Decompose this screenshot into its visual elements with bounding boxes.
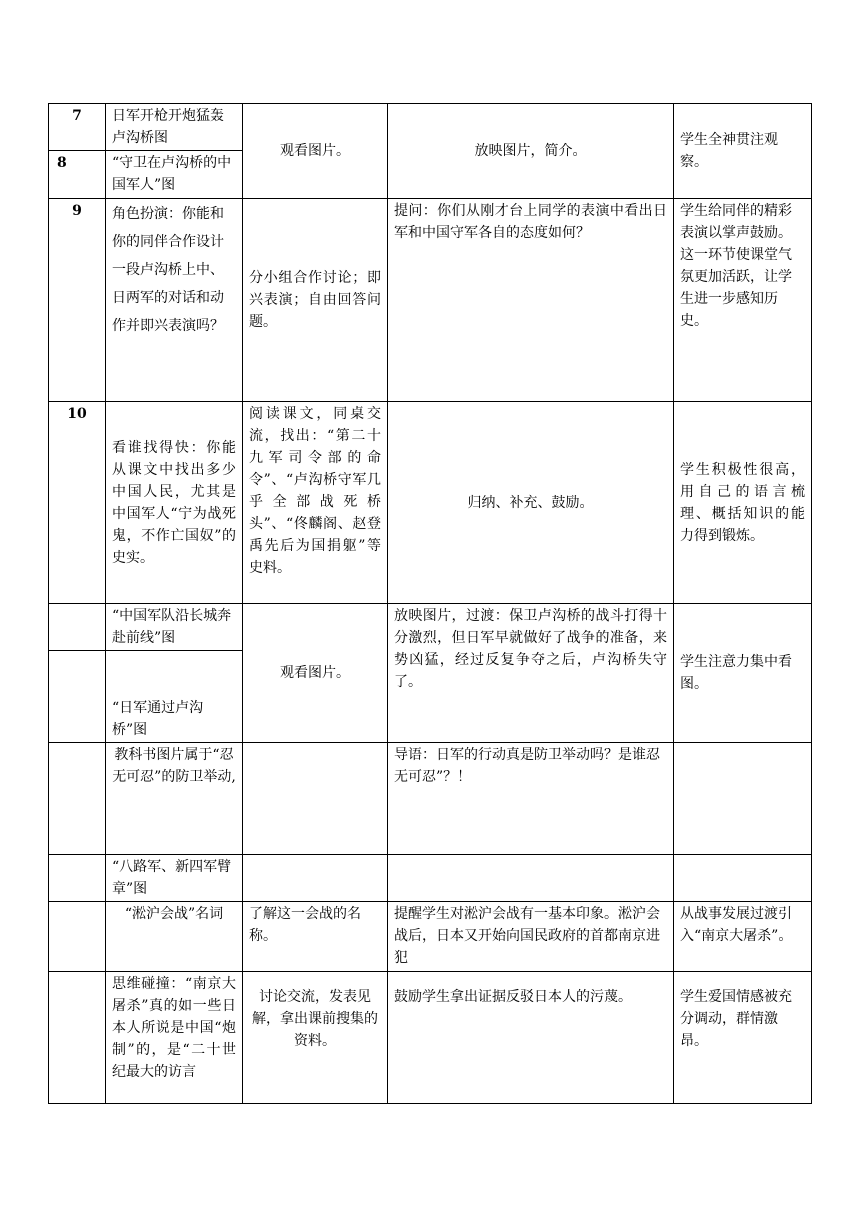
lesson-plan-table	[48, 103, 812, 1104]
intent-text: 这一环节使课堂气氛更加活跃，让学生进一步感知历史。	[680, 247, 792, 329]
row-number: 9	[49, 199, 106, 402]
row-number	[49, 855, 106, 902]
topic-cell: 思维碰撞：“南京大屠杀”真的如一些日本人所说是中国“炮制”的，是“二十世纪最大的访言	[106, 972, 243, 1104]
row-number	[49, 604, 106, 651]
topic-cell: 角色扮演：你能和你的同伴合作设计一段卢沟桥上中、日两军的对话和动作并即兴表演吗？	[106, 199, 243, 402]
table-row	[49, 104, 812, 151]
student-activity-cell: 了解这一会战的名称。	[243, 902, 388, 972]
topic-cell: 看谁找得快：你能从课文中找出多少中国人民，尤其是中国军人“宁为战死鬼，不作亡国奴”的史实。	[106, 402, 243, 604]
row-number: 7	[49, 104, 106, 151]
topic-cell: “中国军队沿长城奔赴前线”图	[106, 604, 243, 651]
table-row	[49, 743, 812, 855]
student-activity-cell: 观看图片。	[243, 104, 388, 199]
student-activity-cell: 讨论交流，发表见解，拿出课前搜集的资料。	[243, 972, 388, 1104]
teacher-activity-cell: 提问：你们从刚才台上同学的表演中看出日军和中国守军各自的态度如何？	[388, 199, 674, 402]
intent-cell	[674, 743, 812, 855]
student-activity-cell: 观看图片。	[243, 604, 388, 743]
intent-cell: 学生爱国情感被充分调动，群情激昂。	[674, 972, 812, 1104]
teacher-activity-cell: 提醒学生对淞沪会战有一基本印象。淞沪会战后，日本又开始向国民政府的首都南京进犯	[388, 902, 674, 972]
teacher-activity-cell: 鼓励学生拿出证据反驳日本人的污蔑。	[388, 972, 674, 1104]
teacher-activity-cell: 导语：日军的行动真是防卫举动吗？是谁忍无可忍”？！	[388, 743, 674, 855]
teacher-activity-cell: 放映图片，过渡：保卫卢沟桥的战斗打得十分激烈，但日军早就做好了战争的准备，来势凶猛，经过反复争夺之后，卢沟桥失守了。	[388, 604, 674, 743]
topic-cell: “守卫在卢沟桥的中国军人”图	[106, 151, 243, 199]
student-activity-cell: 阅读课文，同桌交流，找出：“第二十九军司令部的命令”、“卢沟桥守军几乎全部战死桥头”、“佟麟阁、赵登禹先后为国捐躯”等史料。	[243, 402, 388, 604]
table-row	[49, 855, 812, 902]
row-number	[49, 972, 106, 1104]
topic-cell: 教科书图片属于“忍无可忍”的防卫举动,	[106, 743, 243, 855]
intent-cell: 从战事发展过渡引入“南京大屠杀”。	[674, 902, 812, 972]
table-row	[49, 972, 812, 1104]
teacher-activity-cell: 归纳、补充、鼓励。	[388, 402, 674, 604]
intent-cell: 学生注意力集中看图。	[674, 604, 812, 743]
topic-cell: 日军开枪开炮猛轰卢沟桥图	[106, 104, 243, 151]
topic-cell: “日军通过卢沟桥”图	[106, 651, 243, 743]
teacher-activity-cell	[388, 855, 674, 902]
student-activity-cell	[243, 855, 388, 902]
teacher-activity-cell: 放映图片，简介。	[388, 104, 674, 199]
intent-cell: 学生全神贯注观察。	[674, 104, 812, 199]
table-row	[49, 604, 812, 651]
row-number: 10	[49, 402, 106, 604]
table-row	[49, 902, 812, 972]
table-row	[49, 402, 812, 604]
intent-cell	[674, 199, 812, 402]
table-row	[49, 199, 812, 402]
student-activity-cell: 分小组合作讨论；即兴表演；自由回答问题。	[243, 199, 388, 402]
topic-cell: “淞沪会战”名词	[106, 902, 243, 972]
row-number: 8	[49, 151, 106, 199]
row-number	[49, 902, 106, 972]
student-activity-cell	[243, 743, 388, 855]
row-number	[49, 651, 106, 743]
intent-cell	[674, 855, 812, 902]
intent-text: 学生给同伴的精彩表演以掌声鼓励。	[680, 203, 792, 241]
row-number	[49, 743, 106, 855]
topic-cell: “八路军、新四军臂章”图	[106, 855, 243, 902]
intent-cell: 学生积极性很高，用自己的语言梳理、概括知识的能力得到锻炼。	[674, 402, 812, 604]
